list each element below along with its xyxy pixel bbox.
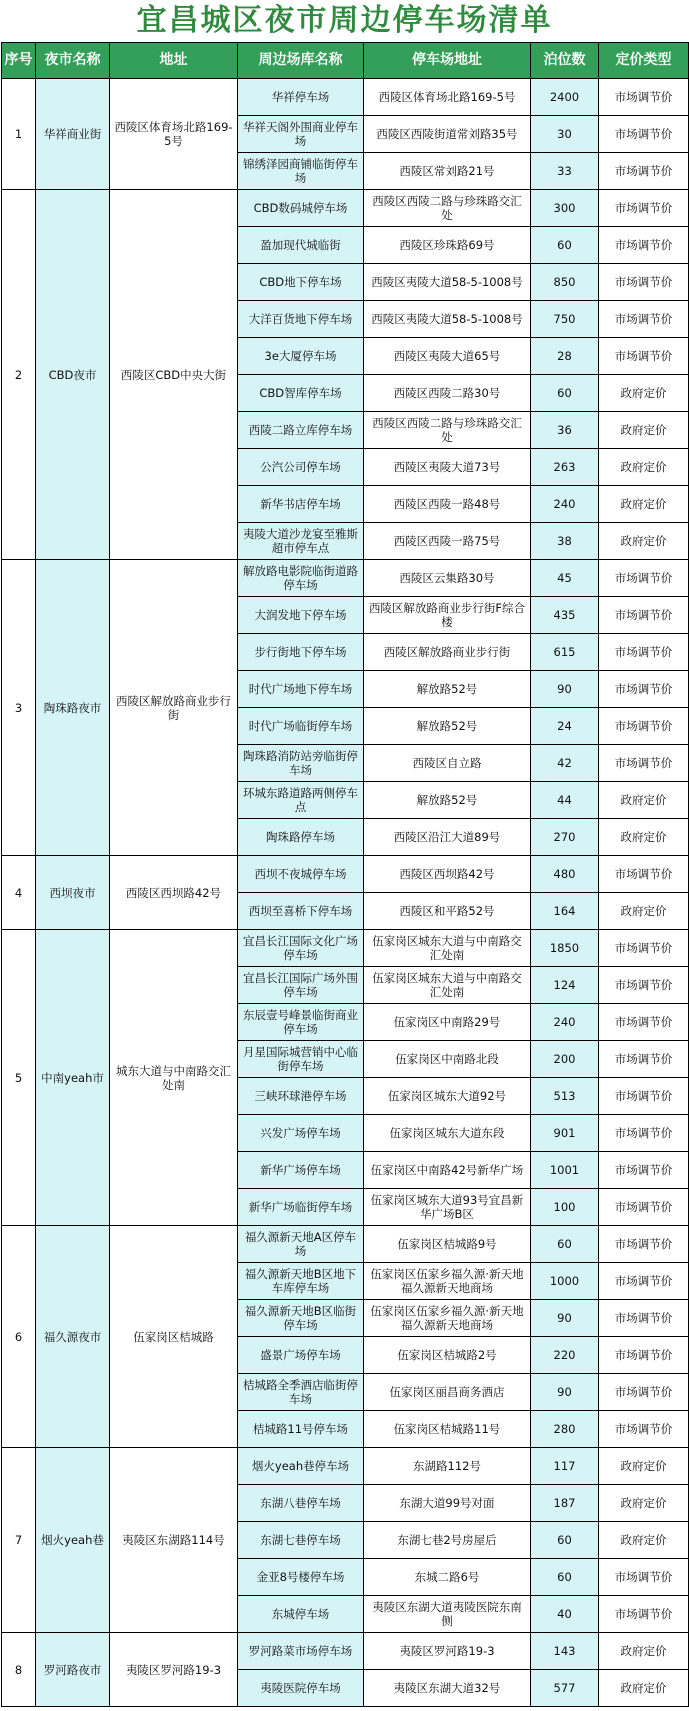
lot-name: 桔城路全季酒店临街停车场 <box>238 1374 364 1411</box>
lot-spaces: 240 <box>531 1004 599 1041</box>
lot-spaces: 577 <box>531 1670 599 1707</box>
lot-pricing: 市场调节价 <box>599 708 689 745</box>
lot-address: 东湖大道99号对面 <box>364 1485 531 1522</box>
lot-pricing: 政府定价 <box>599 1670 689 1707</box>
lot-address: 东湖路112号 <box>364 1448 531 1485</box>
lot-address: 西陵区沿江大道89号 <box>364 819 531 856</box>
lot-pricing: 市场调节价 <box>599 967 689 1004</box>
lot-address: 伍家岗区中南路29号 <box>364 1004 531 1041</box>
lot-spaces: 200 <box>531 1041 599 1078</box>
table-header-row <box>2 43 689 79</box>
lot-spaces: 60 <box>531 375 599 412</box>
lot-name: 新华广场临街停车场 <box>238 1189 364 1226</box>
lot-address: 西陵区解放路商业步行街F综合楼 <box>364 597 531 634</box>
lot-pricing: 市场调节价 <box>599 1300 689 1337</box>
lot-spaces: 1001 <box>531 1152 599 1189</box>
lot-address: 西陵区夷陵大道65号 <box>364 338 531 375</box>
lot-address: 西陵区自立路 <box>364 745 531 782</box>
lot-address: 解放路52号 <box>364 708 531 745</box>
lot-pricing: 政府定价 <box>599 893 689 930</box>
lot-pricing: 市场调节价 <box>599 1411 689 1448</box>
lot-spaces: 240 <box>531 486 599 523</box>
lot-address: 西陵区夷陵大道58-5-1008号 <box>364 264 531 301</box>
lot-address: 伍家岗区中南路42号新华广场 <box>364 1152 531 1189</box>
lot-pricing: 市场调节价 <box>599 930 689 967</box>
lot-pricing: 政府定价 <box>599 412 689 449</box>
lot-pricing: 市场调节价 <box>599 338 689 375</box>
lot-spaces: 60 <box>531 1559 599 1596</box>
header-lot-name: 周边场库名称 <box>238 43 364 79</box>
lot-address: 西陵区云集路30号 <box>364 560 531 597</box>
market-address: 西陵区西坝路42号 <box>110 856 238 930</box>
lot-address: 西陵区夷陵大道58-5-1008号 <box>364 301 531 338</box>
lot-spaces: 60 <box>531 1522 599 1559</box>
parking-table <box>1 42 689 1707</box>
market-no: 7 <box>2 1448 36 1633</box>
lot-spaces: 187 <box>531 1485 599 1522</box>
lot-spaces: 42 <box>531 745 599 782</box>
lot-name: 宜昌长江国际文化广场停车场 <box>238 930 364 967</box>
lot-address: 西陵区西坝路42号 <box>364 856 531 893</box>
lot-address: 伍家岗区伍家乡福久源·新天地福久源新天地商场 <box>364 1300 531 1337</box>
lot-name: 西坝不夜城停车场 <box>238 856 364 893</box>
lot-name: 夷陵医院停车场 <box>238 1670 364 1707</box>
lot-pricing: 政府定价 <box>599 1633 689 1670</box>
lot-spaces: 40 <box>531 1596 599 1633</box>
lot-name: 兴发广场停车场 <box>238 1115 364 1152</box>
lot-name: 西陵二路立库停车场 <box>238 412 364 449</box>
lot-name: 陶珠路消防站旁临街停车场 <box>238 745 364 782</box>
lot-pricing: 政府定价 <box>599 1522 689 1559</box>
lot-name: 东湖八巷停车场 <box>238 1485 364 1522</box>
lot-name: 罗河路菜市场停车场 <box>238 1633 364 1670</box>
lot-pricing: 市场调节价 <box>599 1078 689 1115</box>
lot-pricing: 市场调节价 <box>599 1226 689 1263</box>
lot-address: 西陵区常刘路21号 <box>364 153 531 190</box>
market-no: 3 <box>2 560 36 856</box>
lot-spaces: 513 <box>531 1078 599 1115</box>
lot-name: 桔城路11号停车场 <box>238 1411 364 1448</box>
lot-name: 夷陵大道沙龙宴至雅斯超市停车点 <box>238 523 364 560</box>
lot-pricing: 市场调节价 <box>599 745 689 782</box>
lot-name: 华祥天阁外围商业停车场 <box>238 116 364 153</box>
lot-name: 步行街地下停车场 <box>238 634 364 671</box>
lot-address: 伍家岗区城东大道与中南路交汇处南 <box>364 967 531 1004</box>
header-market-address: 地址 <box>110 43 238 79</box>
market-name: 华祥商业街 <box>36 79 110 190</box>
lot-pricing: 市场调节价 <box>599 1374 689 1411</box>
lot-address: 伍家岗区城东大道东段 <box>364 1115 531 1152</box>
market-no: 5 <box>2 930 36 1226</box>
lot-pricing: 政府定价 <box>599 782 689 819</box>
market-no: 2 <box>2 190 36 560</box>
header-no: 序号 <box>2 43 36 79</box>
lot-spaces: 750 <box>531 301 599 338</box>
lot-name: 陶珠路停车场 <box>238 819 364 856</box>
lot-name: 三峡环球港停车场 <box>238 1078 364 1115</box>
lot-pricing: 市场调节价 <box>599 560 689 597</box>
table-row <box>2 930 689 967</box>
lot-name: 东辰壹号峰景临街商业停车场 <box>238 1004 364 1041</box>
market-no: 6 <box>2 1226 36 1448</box>
lot-name: 新华书店停车场 <box>238 486 364 523</box>
header-spaces: 泊位数 <box>531 43 599 79</box>
market-address: 伍家岗区桔城路 <box>110 1226 238 1448</box>
lot-address: 西陵区西陵一路48号 <box>364 486 531 523</box>
lot-spaces: 1000 <box>531 1263 599 1300</box>
lot-address: 伍家岗区伍家乡福久源·新天地福久源新天地商场 <box>364 1263 531 1300</box>
lot-name: 公汽公司停车场 <box>238 449 364 486</box>
lot-pricing: 市场调节价 <box>599 1115 689 1152</box>
lot-pricing: 市场调节价 <box>599 1263 689 1300</box>
market-address: 城东大道与中南路交汇处南 <box>110 930 238 1226</box>
lot-name: 盈加现代城临街 <box>238 227 364 264</box>
lot-pricing: 市场调节价 <box>599 856 689 893</box>
lot-spaces: 300 <box>531 190 599 227</box>
lot-address: 西陵区体育场北路169-5号 <box>364 79 531 116</box>
lot-name: 盛景广场停车场 <box>238 1337 364 1374</box>
lot-address: 伍家岗区城东大道93号宜昌新华广场B区 <box>364 1189 531 1226</box>
lot-spaces: 38 <box>531 523 599 560</box>
lot-address: 东城二路6号 <box>364 1559 531 1596</box>
table-row <box>2 1633 689 1670</box>
market-no: 1 <box>2 79 36 190</box>
lot-pricing: 政府定价 <box>599 449 689 486</box>
market-name: 西坝夜市 <box>36 856 110 930</box>
lot-pricing: 市场调节价 <box>599 634 689 671</box>
lot-pricing: 政府定价 <box>599 486 689 523</box>
header-market-name: 夜市名称 <box>36 43 110 79</box>
market-name: 中南yeah市 <box>36 930 110 1226</box>
lot-address: 伍家岗区桔城路2号 <box>364 1337 531 1374</box>
lot-address: 伍家岗区中南路北段 <box>364 1041 531 1078</box>
lot-address: 西陵区解放路商业步行街 <box>364 634 531 671</box>
lot-address: 伍家岗区桔城路9号 <box>364 1226 531 1263</box>
lot-spaces: 143 <box>531 1633 599 1670</box>
lot-spaces: 36 <box>531 412 599 449</box>
header-pricing: 定价类型 <box>599 43 689 79</box>
lot-pricing: 市场调节价 <box>599 190 689 227</box>
page-title: 宜昌城区夜市周边停车场清单 <box>136 3 553 38</box>
lot-address: 伍家岗区丽昌商务酒店 <box>364 1374 531 1411</box>
lot-name: 宜昌长江国际广场外围停车场 <box>238 967 364 1004</box>
lot-name: 福久源新天地B区临街停车场 <box>238 1300 364 1337</box>
lot-name: 锦绣泽园商铺临街停车场 <box>238 153 364 190</box>
market-no: 4 <box>2 856 36 930</box>
market-address: 西陵区解放路商业步行街 <box>110 560 238 856</box>
lot-address: 西陵区西陵街道常刘路35号 <box>364 116 531 153</box>
lot-address: 西陵区西陵一路75号 <box>364 523 531 560</box>
lot-pricing: 市场调节价 <box>599 301 689 338</box>
table-row <box>2 856 689 893</box>
lot-name: CBD数码城停车场 <box>238 190 364 227</box>
table-body <box>2 79 689 1707</box>
table-row <box>2 79 689 116</box>
market-name: CBD夜市 <box>36 190 110 560</box>
lot-spaces: 124 <box>531 967 599 1004</box>
market-address: 夷陵区东湖路114号 <box>110 1448 238 1633</box>
lot-spaces: 45 <box>531 560 599 597</box>
lot-spaces: 220 <box>531 1337 599 1374</box>
market-no: 8 <box>2 1633 36 1707</box>
lot-pricing: 市场调节价 <box>599 1596 689 1633</box>
lot-address: 伍家岗区桔城路11号 <box>364 1411 531 1448</box>
lot-address: 解放路52号 <box>364 782 531 819</box>
lot-name: 东湖七巷停车场 <box>238 1522 364 1559</box>
lot-pricing: 市场调节价 <box>599 1337 689 1374</box>
lot-pricing: 市场调节价 <box>599 597 689 634</box>
market-address: 西陵区体育场北路169-5号 <box>110 79 238 190</box>
lot-name: 月星国际城营销中心临街停车场 <box>238 1041 364 1078</box>
table-row <box>2 190 689 227</box>
lot-pricing: 市场调节价 <box>599 1004 689 1041</box>
lot-pricing: 市场调节价 <box>599 264 689 301</box>
lot-spaces: 28 <box>531 338 599 375</box>
lot-pricing: 市场调节价 <box>599 1152 689 1189</box>
lot-spaces: 90 <box>531 1374 599 1411</box>
lot-spaces: 60 <box>531 227 599 264</box>
lot-pricing: 市场调节价 <box>599 79 689 116</box>
lot-spaces: 30 <box>531 116 599 153</box>
lot-address: 西陵区西陵二路与珍珠路交汇处 <box>364 412 531 449</box>
lot-address: 东湖七巷2号房屋后 <box>364 1522 531 1559</box>
lot-address: 西陵区珍珠路69号 <box>364 227 531 264</box>
lot-address: 夷陵区东湖大道32号 <box>364 1670 531 1707</box>
lot-pricing: 政府定价 <box>599 1485 689 1522</box>
lot-spaces: 480 <box>531 856 599 893</box>
lot-spaces: 100 <box>531 1189 599 1226</box>
lot-pricing: 市场调节价 <box>599 153 689 190</box>
lot-pricing: 市场调节价 <box>599 1041 689 1078</box>
lot-spaces: 44 <box>531 782 599 819</box>
lot-pricing: 市场调节价 <box>599 1189 689 1226</box>
lot-spaces: 435 <box>531 597 599 634</box>
lot-pricing: 政府定价 <box>599 375 689 412</box>
lot-name: 烟火yeah巷停车场 <box>238 1448 364 1485</box>
lot-spaces: 901 <box>531 1115 599 1152</box>
lot-name: 环城东路道路两侧停车点 <box>238 782 364 819</box>
lot-name: 3e大厦停车场 <box>238 338 364 375</box>
lot-spaces: 615 <box>531 634 599 671</box>
lot-pricing: 市场调节价 <box>599 1559 689 1596</box>
lot-name: 时代广场临街停车场 <box>238 708 364 745</box>
market-address: 西陵区CBD中央大街 <box>110 190 238 560</box>
lot-pricing: 政府定价 <box>599 819 689 856</box>
lot-name: 西坝至喜桥下停车场 <box>238 893 364 930</box>
lot-spaces: 60 <box>531 1226 599 1263</box>
market-name: 陶珠路夜市 <box>36 560 110 856</box>
lot-spaces: 280 <box>531 1411 599 1448</box>
lot-pricing: 市场调节价 <box>599 227 689 264</box>
lot-spaces: 24 <box>531 708 599 745</box>
lot-address: 夷陵区东湖大道夷陵医院东南侧 <box>364 1596 531 1633</box>
lot-name: 东城停车场 <box>238 1596 364 1633</box>
lot-name: 金亚8号楼停车场 <box>238 1559 364 1596</box>
table-row <box>2 1226 689 1263</box>
lot-name: 大洋百货地下停车场 <box>238 301 364 338</box>
market-name: 福久源夜市 <box>36 1226 110 1448</box>
lot-name: 大润发地下停车场 <box>238 597 364 634</box>
market-address: 夷陵区罗河路19-3 <box>110 1633 238 1707</box>
lot-address: 西陵区西陵二路与珍珠路交汇处 <box>364 190 531 227</box>
lot-name: CBD智库停车场 <box>238 375 364 412</box>
lot-spaces: 2400 <box>531 79 599 116</box>
lot-name: 华祥停车场 <box>238 79 364 116</box>
lot-spaces: 270 <box>531 819 599 856</box>
lot-address: 西陵区夷陵大道73号 <box>364 449 531 486</box>
lot-spaces: 117 <box>531 1448 599 1485</box>
lot-pricing: 市场调节价 <box>599 671 689 708</box>
lot-name: 福久源新天地B区地下车库停车场 <box>238 1263 364 1300</box>
header-lot-address: 停车场地址 <box>364 43 531 79</box>
lot-address: 夷陵区罗河路19-3 <box>364 1633 531 1670</box>
market-name: 烟火yeah巷 <box>36 1448 110 1633</box>
table-row <box>2 560 689 597</box>
table-row <box>2 1448 689 1485</box>
lot-address: 解放路52号 <box>364 671 531 708</box>
lot-address: 伍家岗区城东大道与中南路交汇处南 <box>364 930 531 967</box>
lot-address: 西陵区和平路52号 <box>364 893 531 930</box>
lot-spaces: 164 <box>531 893 599 930</box>
lot-name: 时代广场地下停车场 <box>238 671 364 708</box>
lot-spaces: 263 <box>531 449 599 486</box>
lot-pricing: 市场调节价 <box>599 116 689 153</box>
lot-pricing: 政府定价 <box>599 523 689 560</box>
market-name: 罗河路夜市 <box>36 1633 110 1707</box>
lot-name: CBD地下停车场 <box>238 264 364 301</box>
lot-spaces: 90 <box>531 671 599 708</box>
lot-name: 解放路电影院临街道路停车场 <box>238 560 364 597</box>
lot-address: 伍家岗区城东大道92号 <box>364 1078 531 1115</box>
lot-spaces: 90 <box>531 1300 599 1337</box>
lot-spaces: 33 <box>531 153 599 190</box>
lot-name: 福久源新天地A区停车场 <box>238 1226 364 1263</box>
lot-name: 新华广场停车场 <box>238 1152 364 1189</box>
lot-spaces: 850 <box>531 264 599 301</box>
lot-spaces: 1850 <box>531 930 599 967</box>
lot-address: 西陵区西陵二路30号 <box>364 375 531 412</box>
lot-pricing: 政府定价 <box>599 1448 689 1485</box>
